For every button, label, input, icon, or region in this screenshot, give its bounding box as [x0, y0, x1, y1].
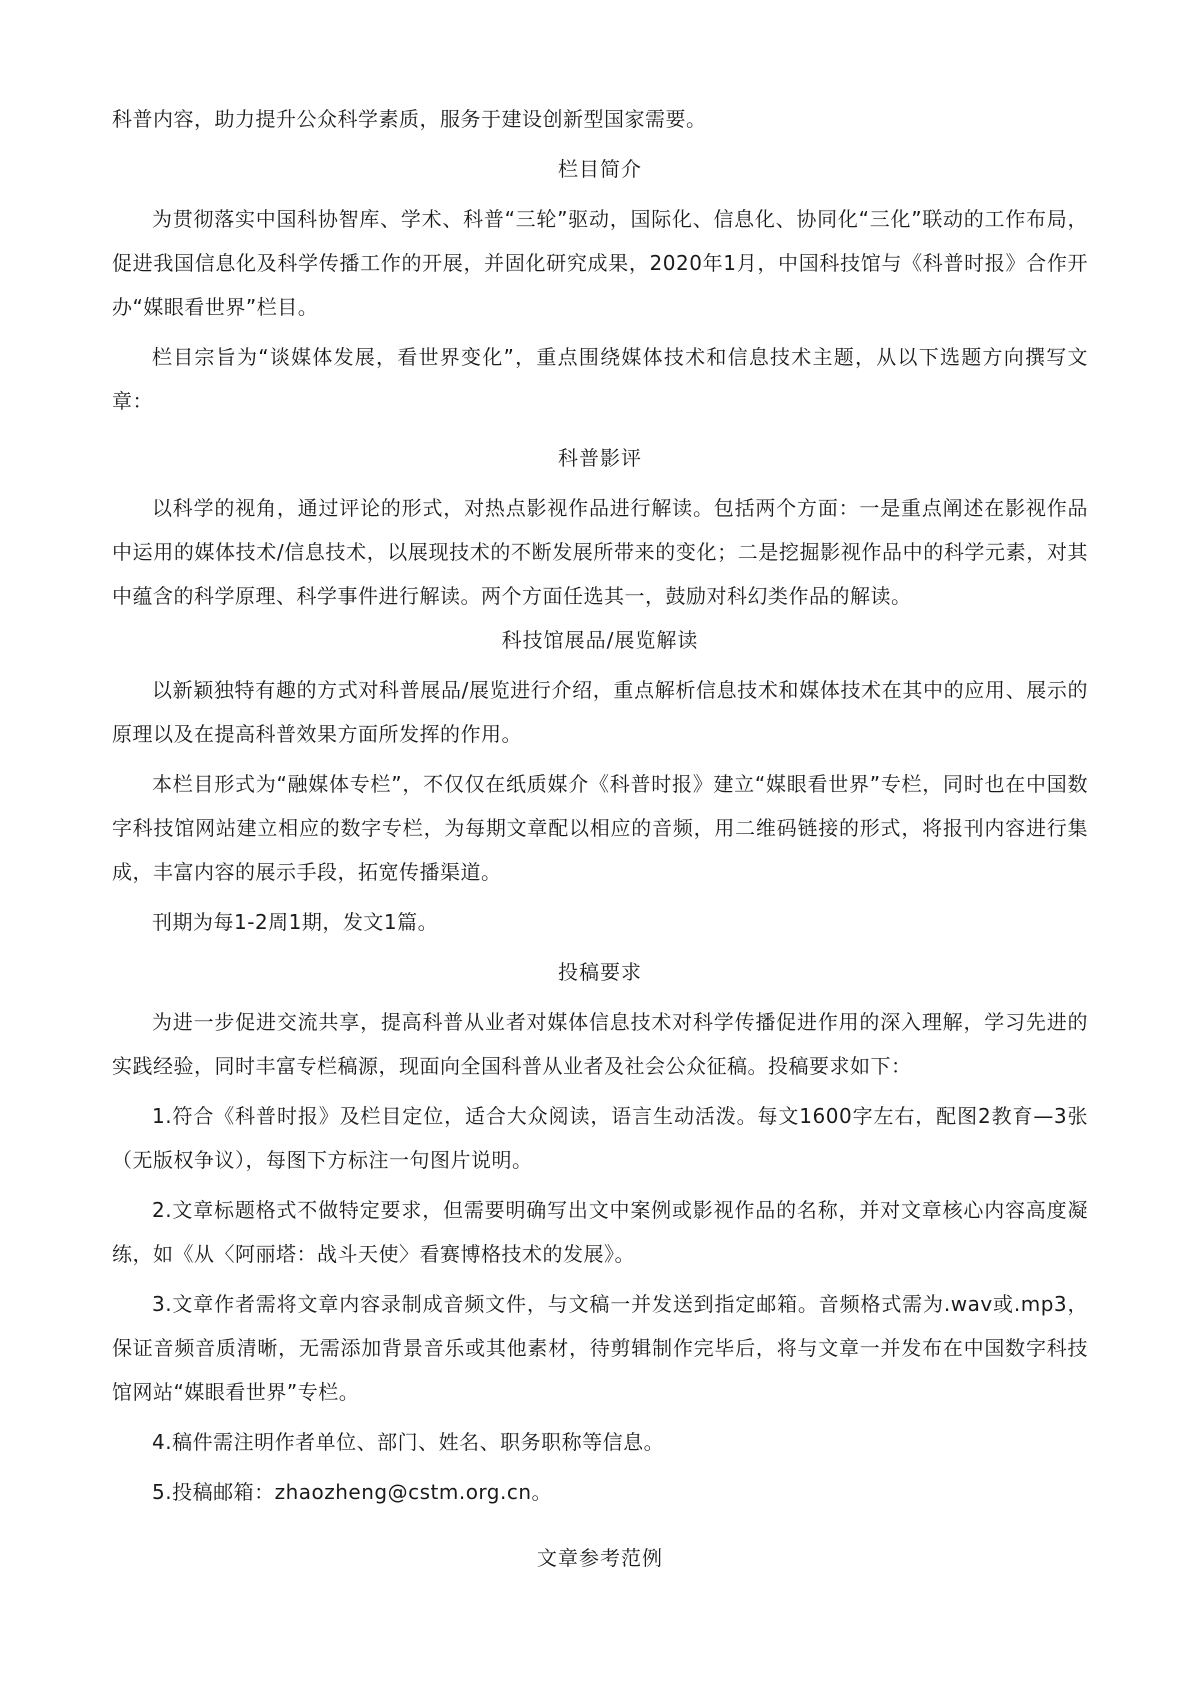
document-body [112, 97, 1088, 1580]
submission-item: 1.符合《科普时报》及栏目定位，适合大众阅读，语言生动活泼。每文1600字左右，配图2教育—3张（无版权争议），每图下方标注一句图片说明。 [112, 1104, 1088, 1172]
intro-paragraph-1: 为贯彻落实中国科协智库、学术、科普“三轮”驱动，国际化、信息化、协同化“三化”联动的工作布局，促进我国信息化及科学传播工作的开展，并固化研究成果，2020年1月，中国科技馆与《科普时报》合作开办“媒眼看世界”栏目。 [112, 207, 1088, 319]
exhibit-paragraph-1: 以新颖独特有趣的方式对科普展品/展览进行介绍，重点解析信息技术和媒体技术在其中的应用、展示的原理以及在提高科普效果方面所发挥的作用。 [112, 678, 1088, 746]
submission-item: 4.稿件需注明作者单位、部门、姓名、职务职称等信息。 [152, 1430, 665, 1454]
section-heading-film-review: 科普影评 [558, 446, 642, 470]
section-heading-example: 文章参考范例 [537, 1546, 663, 1570]
submission-item: 2.文章标题格式不做特定要求，但需要明确写出文中案例或影视作品的名称，并对文章核心内容高度凝练，如《从〈阿丽塔：战斗天使〉看赛博格技术的发展》。 [112, 1198, 1088, 1266]
intro-paragraph-2: 栏目宗旨为“谈媒体发展，看世界变化”，重点围绕媒体技术和信息技术主题，从以下选题方向撰写文章： [112, 345, 1088, 413]
submission-email: 5.投稿邮箱：zhaozheng@cstm.org.cn。 [152, 1480, 553, 1504]
section-heading-submission: 投稿要求 [558, 960, 642, 984]
exhibit-paragraph-3: 刊期为每1-2周1期，发文1篇。 [152, 910, 439, 934]
intro-tail-paragraph: 科普内容，助力提升公众科学素质，服务于建设创新型国家需要。 [112, 107, 707, 131]
section-heading-exhibit: 科技馆展品/展览解读 [501, 628, 699, 652]
submission-item: 3.文章作者需将文章内容录制成音频文件，与文稿一并发送到指定邮箱。音频格式需为.wav或.mp3，保证音频音质清晰，无需添加背景音乐或其他素材，待剪辑制作完毕后，将与文章一并发布在中国数字科技馆网站“媒眼看世界”专栏。 [112, 1292, 1088, 1404]
exhibit-paragraph-2: 本栏目形式为“融媒体专栏”，不仅仅在纸质媒介《科普时报》建立“媒眼看世界”专栏，同时也在中国数字科技馆网站建立相应的数字专栏，为每期文章配以相应的音频，用二维码链接的形式，将报刊内容进行集成，丰富内容的展示手段，拓宽传播渠道。 [112, 772, 1088, 884]
section-heading-intro: 栏目简介 [558, 157, 642, 181]
film-review-paragraph: 以科学的视角，通过评论的形式，对热点影视作品进行解读。包括两个方面：一是重点阐述在影视作品中运用的媒体技术/信息技术，以展现技术的不断发展所带来的变化；二是挖掘影视作品中的科学元素，对其中蕴含的科学原理、科学事件进行解读。两个方面任选其一，鼓励对科幻类作品的解读。 [112, 496, 1088, 608]
submission-paragraph: 为进一步促进交流共享，提高科普从业者对媒体信息技术对科学传播促进作用的深入理解，学习先进的实践经验，同时丰富专栏稿源，现面向全国科普从业者及社会公众征稿。投稿要求如下： [112, 1010, 1088, 1078]
